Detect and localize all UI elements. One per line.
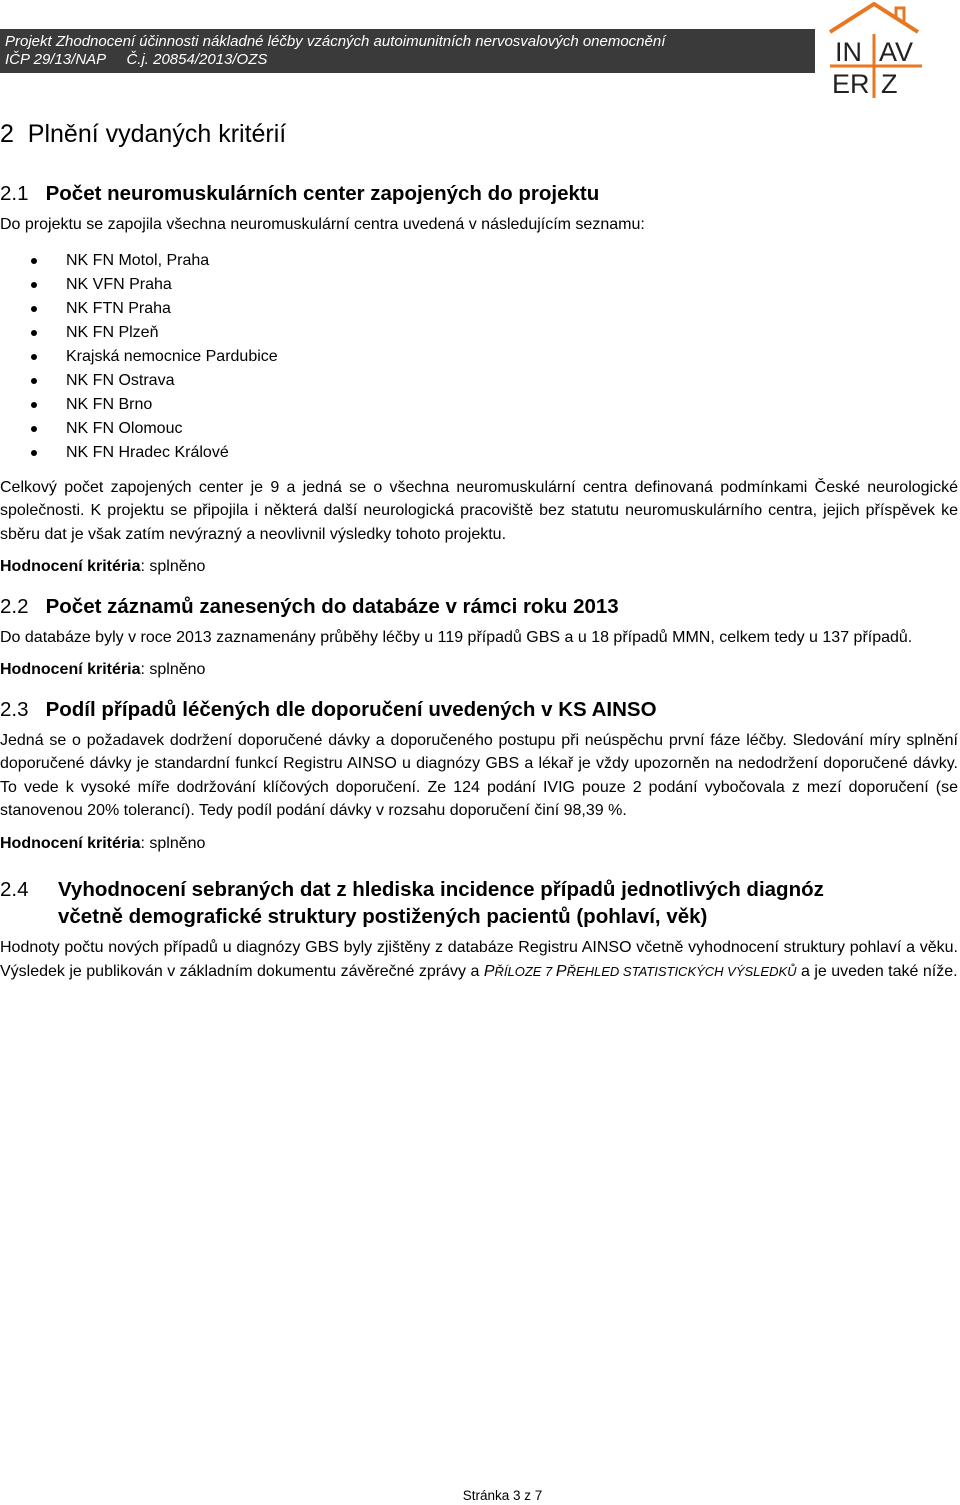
evaluation-value: : splněno [140,558,206,575]
section-2-3-body: Jedná se o požadavek dodržení doporučené dávky a doporučeného postupu při neúspěchu první fáze léčby. Sledování míry splnění doporučené dávky je standardní funkcí Registru AINSO u diagnózy GBS a lékař je vždy upozorněn na nedodržení doporučené dávky. To vede k vysoké míře dodržování klíčových doporučení. Ze 124 podání IVIG pouze 2 podání vybočovala z mezí doporučení (se stanovenou 20% tolerancí). Tedy podíl podání dávky v rozsahu doporučení činí 98,39 %. [0,731,958,819]
heading-text-line2: včetně demografické struktury postižených pacientů (pohlaví, věk) [58,905,708,928]
section-2-4-body [0,936,958,983]
list-item: Krajská nemocnice Pardubice [0,345,958,369]
evaluation-label: Hodnocení kritéria [0,834,141,852]
centers-list [0,249,958,465]
section-2-1-heading [0,180,958,207]
logo-text-in: IN [835,37,862,67]
section-heading: 2 Plnění vydaných kritérií [0,120,287,148]
heading-text: Počet záznamů zanesených do databáze v rámci roku 2013 [45,594,619,618]
header-project-title: Projekt Zhodnocení účinnosti nákladné léčby vzácných autoimunitních nervosvalových onemocnění [5,33,666,50]
header-bar [0,29,815,73]
section-2-4-body-tail: a je uveden také níže. [796,962,958,980]
list-item: NK VFN Praha [0,273,958,297]
ref-text-1: ŘÍLOZE 7 [494,963,556,979]
header-text [5,33,665,69]
logo-text-er: ER [832,69,870,99]
list-item: NK FN Brno [0,393,958,417]
heading-text-line1: Vyhodnocení sebraných dat z hlediska incidence případů jednotlivých diagnóz [58,878,824,901]
list-item: NK FN Olomouc [0,417,958,441]
heading-number: 2.4 [0,878,29,901]
list-item: NK FTN Praha [0,297,958,321]
section-2-2-evaluation [0,658,958,682]
document-content [0,118,958,983]
appendix-reference [484,963,797,980]
heading-number: 2.1 [0,182,29,205]
evaluation-value: : splněno [140,834,206,852]
heading-text: Podíl případů léčených dle doporučení uvedených v KS AINSO [45,697,657,721]
section-2-3-heading [0,696,958,723]
header-reference: IČP 29/13/NAP Č.j. 20854/2013/OZS [5,51,268,68]
ref-cap-2: P [555,962,567,980]
list-item: NK FN Motol, Praha [0,249,958,273]
section-2-4-body-text: Hodnoty počtu nových případů u diagnózy GBS byly zjištěny z databáze Registru AINSO včetně vyhodnocení struktury pohlaví a věku. Výsledek je publikován v základním dokumentu závěrečné zprávy a [0,939,958,980]
inaverz-logo [822,0,932,100]
section-2-3-evaluation [0,832,958,856]
heading-number: 2.3 [0,697,29,721]
section-2-1-evaluation [0,555,958,579]
section-2-1-body: Celkový počet zapojených center je 9 a jedná se o všechna neuromuskulární centra definovaná podmínkami České neurologické společnosti. K projektu se připojila i některá další neurologická pracoviště bez statutu neuromuskulárního centra, jejich příspěvek ke sběru dat je však zatím nevýrazný a neovlivnil výsledky tohoto projektu. [0,478,958,543]
ref-cap-1: P [483,962,495,980]
ref-text-2: ŘEHLED STATISTICKÝCH VÝSLEDKŮ [566,963,797,979]
list-item: NK FN Ostrava [0,369,958,393]
section-2-4-heading [0,876,958,930]
section-2-2-heading [0,593,958,620]
heading-text: Počet neuromuskulárních center zapojených do projektu [45,182,600,205]
heading-number: 2.2 [0,594,29,618]
evaluation-label: Hodnocení kritéria [0,661,141,678]
list-item: NK FN Plzeň [0,321,958,345]
list-item: NK FN Hradec Králové [0,441,958,465]
section-2-2-body: Do databáze byly v roce 2013 zaznamenány průběhy léčby u 119 případů GBS a u 18 případů MMN, celkem tedy u 137 případů. [0,628,913,646]
logo-text-av: AV [879,37,914,67]
evaluation-value: : splněno [140,661,206,678]
logo-text-z: Z [881,69,898,99]
evaluation-label: Hodnocení kritéria [0,558,141,575]
page-number: Stránka 3 z 7 [462,1488,543,1503]
section-2-1-intro: Do projektu se zapojila všechna neuromuskulární centra uvedená v následujícím seznamu: [0,216,645,233]
